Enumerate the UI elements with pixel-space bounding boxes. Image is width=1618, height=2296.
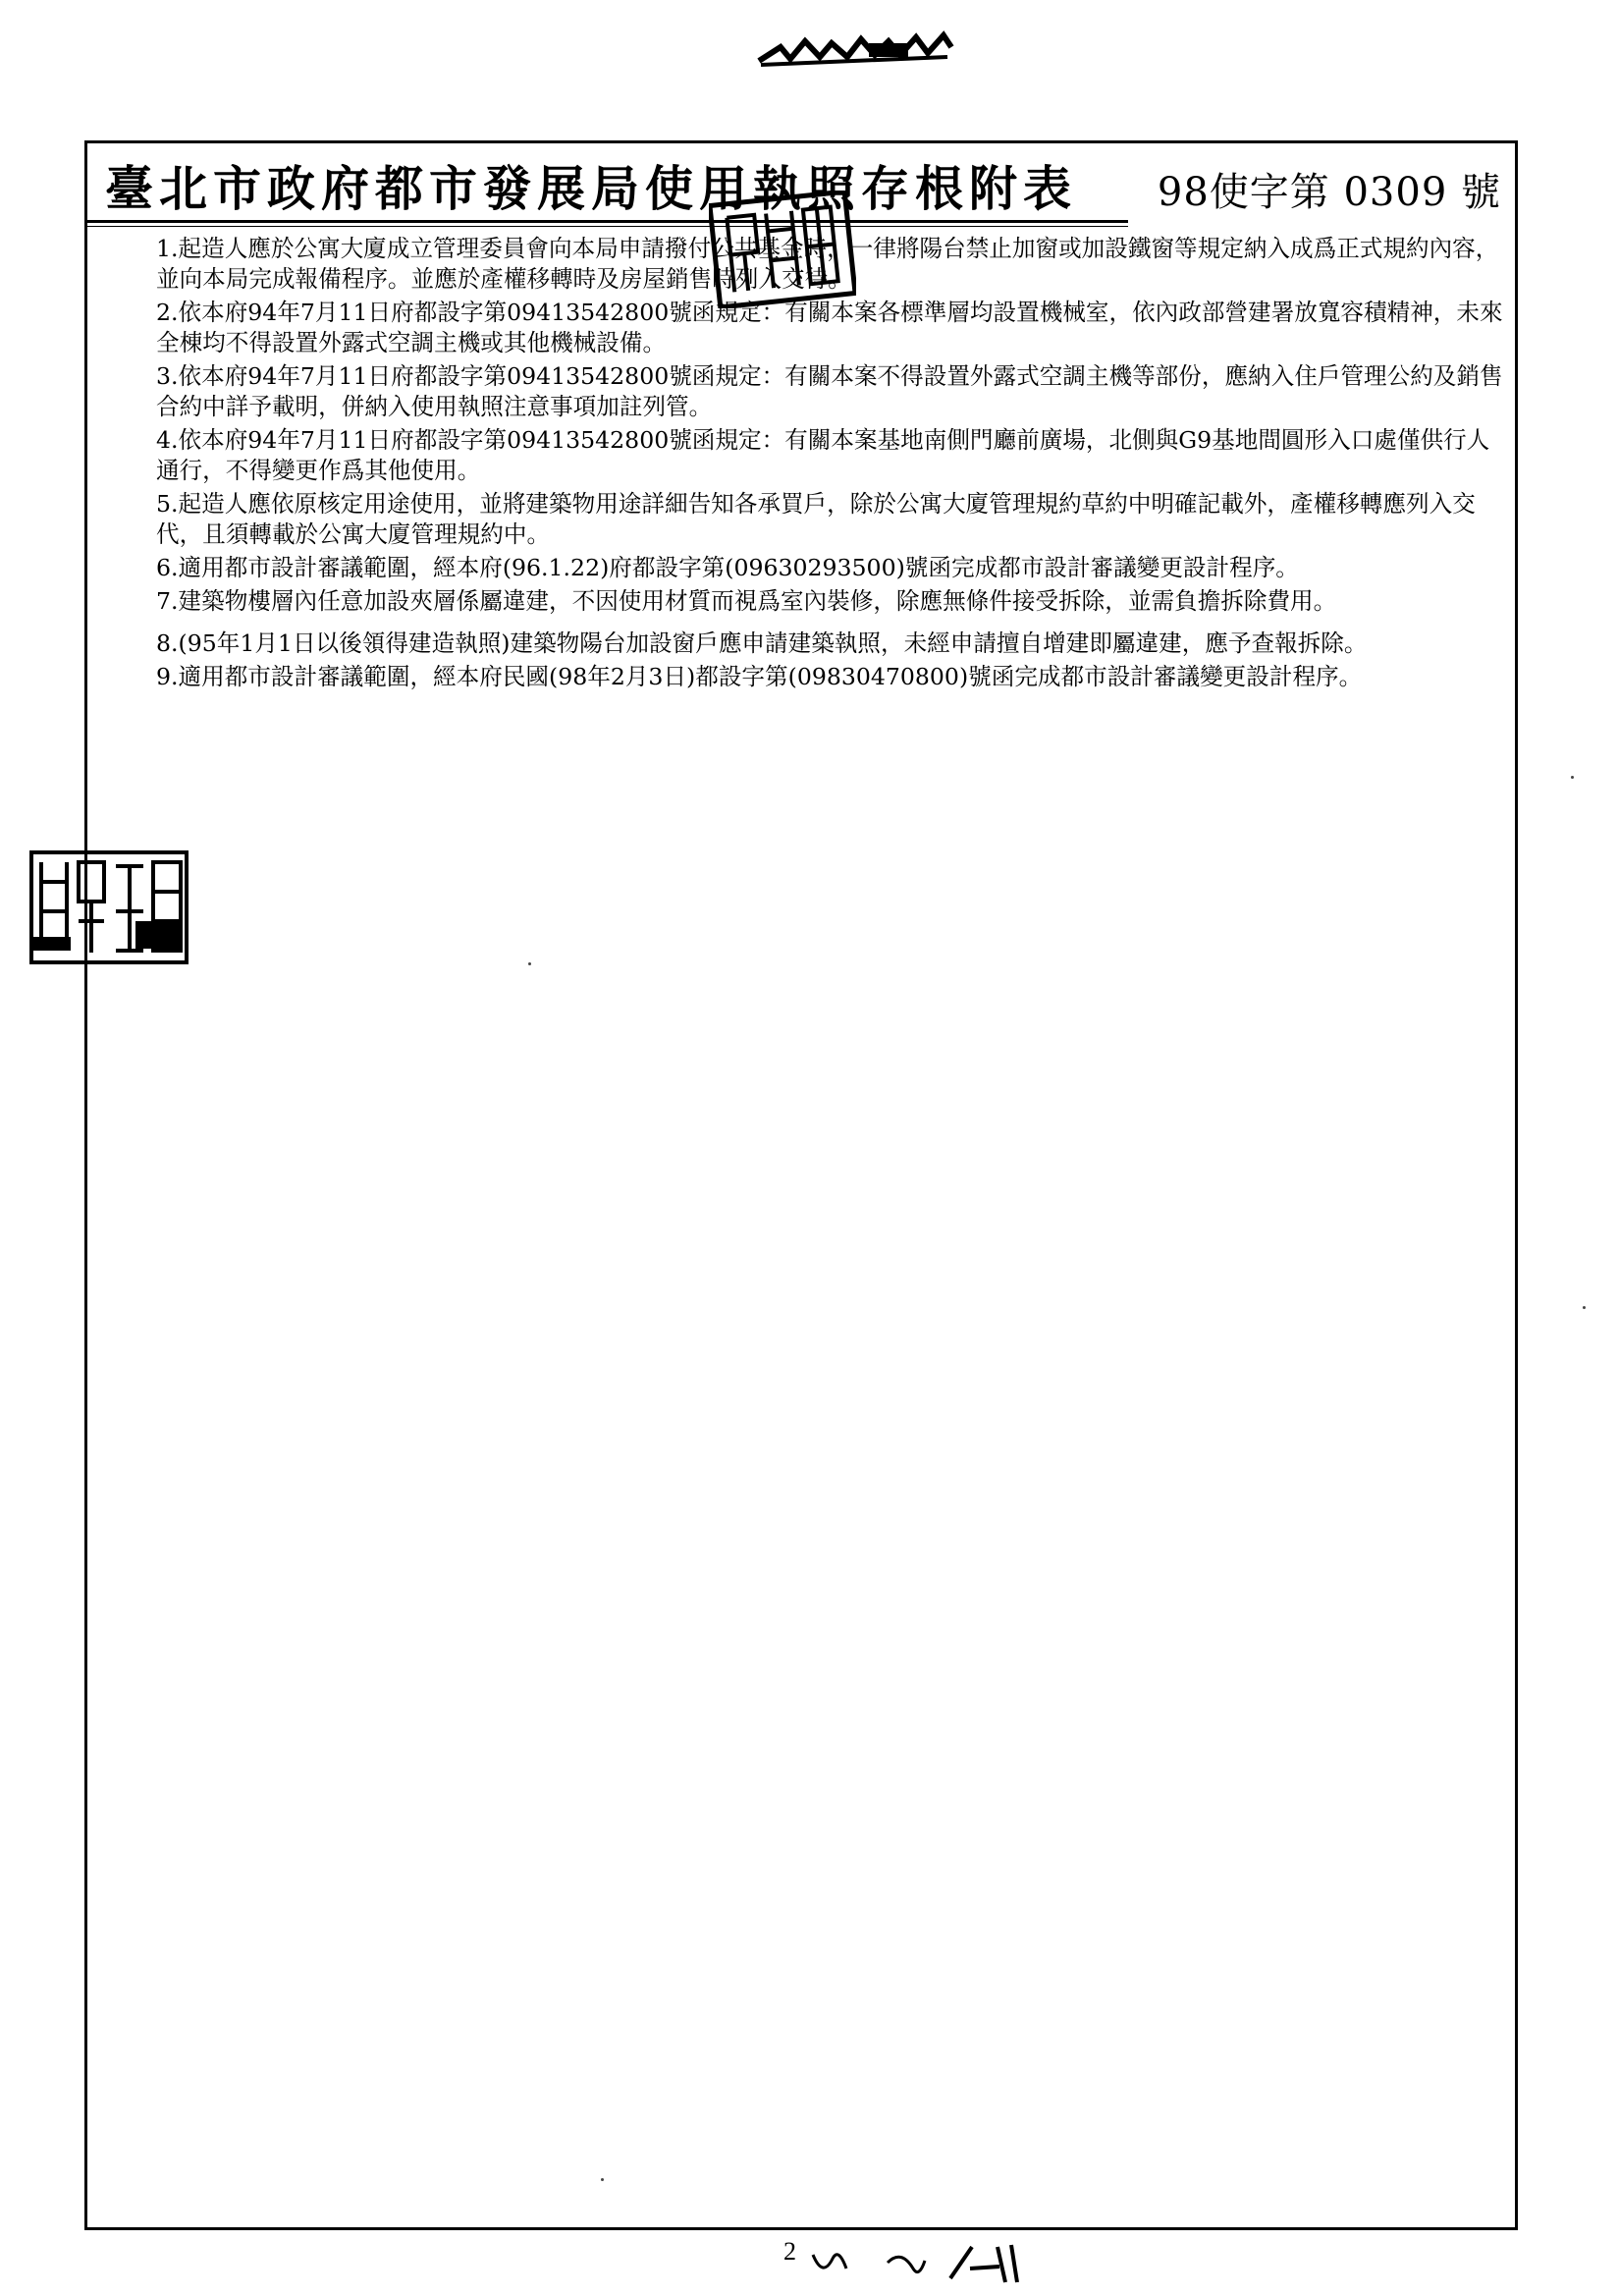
note-item: 5.起造人應依原核定用途使用，並將建築物用途詳細告知各承買戶，除於公寓大廈管理規約草約中明確記載外，產權移轉應列入交代，且須轉載於公寓大廈管理規約中。 (156, 490, 1476, 548)
left-seal-stamp (27, 843, 194, 970)
page-number: 2 (783, 2237, 796, 2266)
signature-scribble (803, 2239, 1029, 2288)
scan-speck (528, 962, 531, 965)
note-item: 8.(95年1月1日以後領得建造執照)建築物陽台加設窗戶應申請建築執照，未經申請擅自增建即屬違建，應予查報拆除。 (156, 629, 1368, 657)
header-divider (87, 220, 1128, 223)
center-seal-stamp (709, 191, 856, 308)
note-item: 6.適用都市設計審議範圍，經本府(96.1.22)府都設字第(09630293500)號函完成都市設計審議變更設計程序。 (156, 554, 1299, 581)
note-item: 1.起造人應於公寓大廈成立管理委員會向本局申請撥付公共基金時，一律將陽台禁止加窗或加設鐵窗等規定納入成爲正式規約內容，並向本局完成報備程序。並應於產權移轉時及房屋銷售時列入交待。 (156, 235, 1499, 293)
document-number: 98使字第 0309 號 (1157, 170, 1501, 215)
note-item: 4.依本府94年7月11日府都設字第09413542800號函規定：有關本案基地南側門廳前廣場，北側與G9基地間圓形入口處僅供行人通行，不得變更作爲其他使用。 (156, 426, 1490, 484)
scan-speck (1571, 776, 1574, 779)
scan-speck (601, 2178, 604, 2181)
document-frame (84, 140, 1518, 2230)
note-item: 3.依本府94年7月11日府都設字第09413542800號函規定：有關本案不得設置外露式空調主機等部份，應納入住戶管理公約及銷售合約中詳予載明，併納入使用執照注意事項加註列管。 (156, 362, 1503, 420)
top-scribble-mark (751, 27, 957, 71)
header-divider-thin (87, 226, 1128, 227)
note-item: 9.適用都市設計審議範圍，經本府民國(98年2月3日)都設字第(09830470800)號函完成都市設計審議變更設計程序。 (156, 663, 1363, 690)
note-item: 7.建築物樓層內任意加設夾層係屬違建，不因使用材質而視爲室內裝修，除應無條件接受拆除，並需負擔拆除費用。 (156, 587, 1337, 615)
document-title: 臺北市政府都市發展局使用執照存根附表 (105, 160, 1078, 217)
scan-speck (1583, 1306, 1586, 1309)
note-item: 2.依本府94年7月11日府都設字第09413542800號函規定：有關本案各標準層均設置機械室，依內政部營建署放寬容積精神，未來全棟均不得設置外露式空調主機或其他機械設備。 (156, 299, 1503, 356)
